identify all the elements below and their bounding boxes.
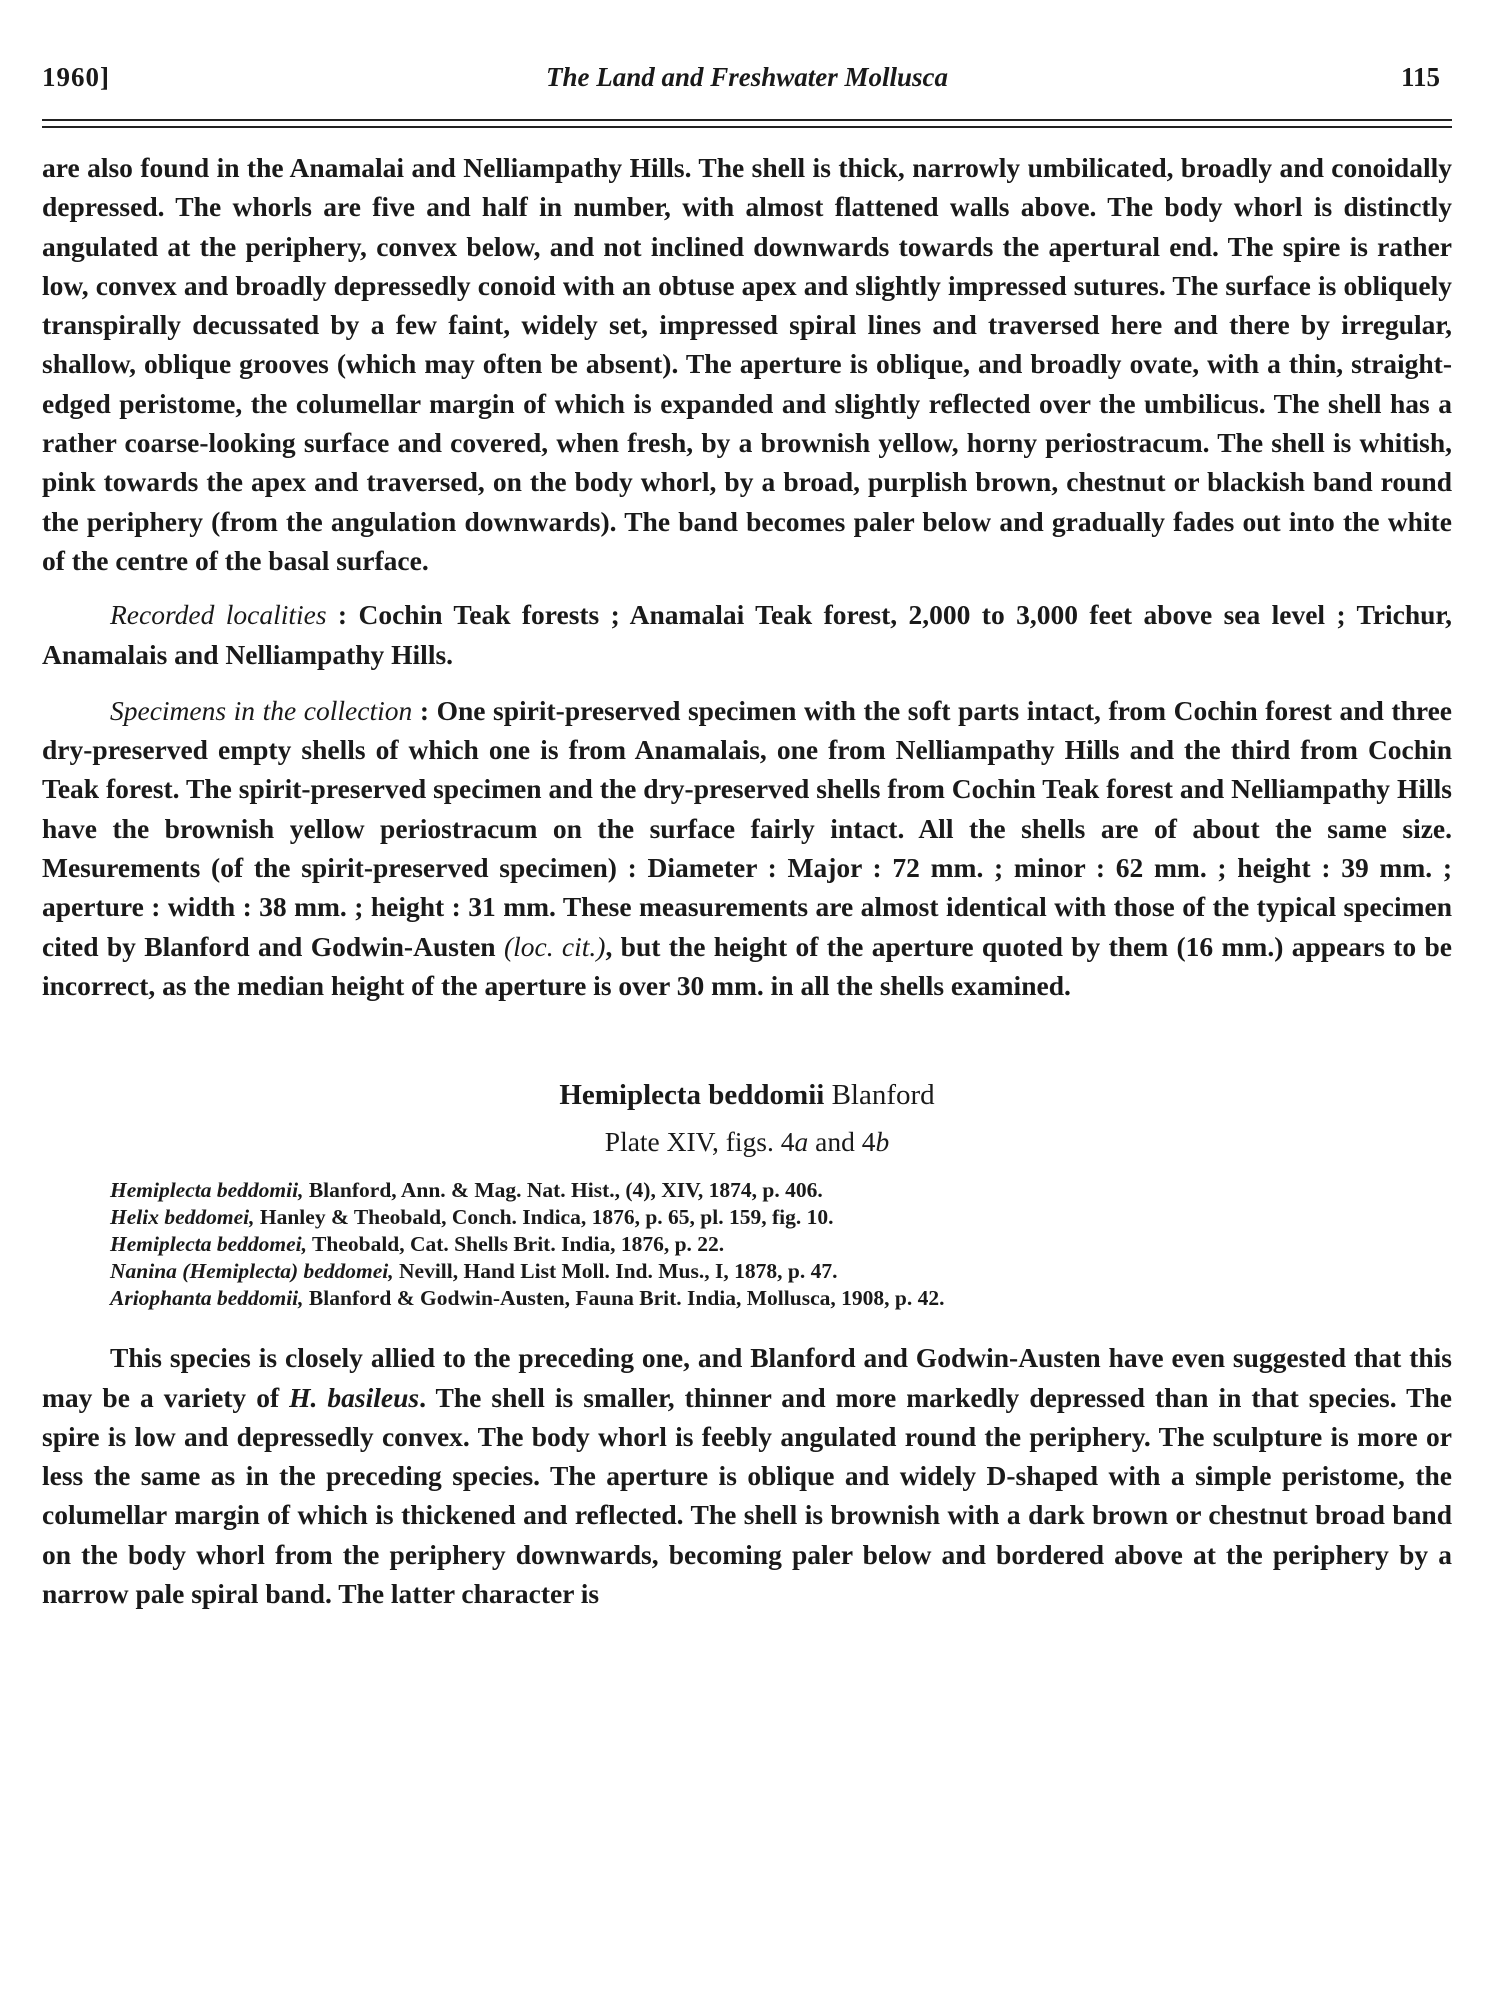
synonym-name: Hemiplecta beddomii,	[110, 1178, 304, 1203]
synonym-ref: Blanford, Ann. & Mag. Nat. Hist., (4), XIV, 1874, p. 406.	[303, 1178, 823, 1203]
page-number: 115	[1400, 62, 1440, 92]
specimens-separator: :	[412, 694, 437, 726]
volume-year: 1960]	[42, 62, 110, 92]
synonym-name: Helix beddomei,	[110, 1205, 255, 1230]
localities-paragraph	[42, 595, 1452, 674]
plate-and: and 4	[808, 1126, 876, 1158]
species-description-text: This species is closely allied to the preceding one, and Blanford and Godwin-Austen have even suggested that this may be a variety of	[42, 1342, 1452, 1413]
localities-label: Recorded localities	[110, 599, 327, 631]
synonymy-entry	[110, 1177, 1452, 1204]
synonymy-entry	[110, 1258, 1452, 1285]
synonym-name: Ariophanta beddomii,	[110, 1286, 304, 1311]
species-description-paragraph	[42, 1338, 1452, 1613]
specimens-text-cont: , but the height of the aperture quoted by them (16 mm.) appears to be incorrect, as the median height of the aperture is over 30 mm. in all the shells examined.	[42, 930, 1452, 1001]
main-text	[42, 148, 1452, 1613]
species-description-text-cont: . The shell is smaller, thinner and more markedly depressed than in that species. The spire is low and depressedly convex. The body whorl is feebly angulated round the periphery. The sculpture is more or less the same as in the preceding species. The aperture is oblique and widely D-shaped with a simple peristome, the columellar margin of which is thickened and reflected. The shell is brownish with a dark brown or chestnut broad band on the body whorl from the periphery downwards, becoming paler below and bordered above at the periphery by a narrow pale spiral band. The latter character is	[42, 1381, 1453, 1610]
synonym-ref: Theobald, Cat. Shells Brit. India, 1876, p. 22.	[307, 1232, 725, 1257]
running-head	[42, 62, 1452, 102]
description-paragraph: are also found in the Anamalai and Nelliampathy Hills. The shell is thick, narrowly umbilicated, broadly and conoidally depressed. The whorls are five and half in number, with almost flattened walls above. The body whorl is distinctly angulated at the periphery, convex below, and not inclined downwards towards the apertural end. The spire is rather low, convex and broadly depressedly conoid with an obtuse apex and slightly impressed sutures. The surface is obliquely transpirally decussated by a few faint, widely set, impressed spiral lines and traversed here and there by irregular, shallow, oblique grooves (which may often be absent). The aperture is oblique, and broadly ovate, with a thin, straight-edged peristome, the columellar margin of which is expanded and slightly reflected over the umbilicus. The shell has a rather coarse-looking surface and covered, when fresh, by a brownish yellow, horny periostracum. The shell is whitish, pink towards the apex and traversed, on the body whorl, by a broad, purplish brown, chestnut or blackish band round the periphery (from the angulation downwards). The band becomes paler below and gradually fades out into the white of the centre of the basal surface.	[42, 152, 1452, 576]
fig-b: b	[875, 1126, 890, 1158]
specimens-paragraph	[42, 691, 1452, 1005]
specimens-text: One spirit-preserved specimen with the soft parts intact, from Cochin forest and three dry-preserved empty shells of which one is from Anamalais, one from Nelliampathy Hills and the third from Cochin Teak forest. The spirit-preserved specimen and the dry-preserved shells from Cochin Teak forest and Nelliampathy Hills have the brownish yellow periostracum on the surface fairly intact. All the shells are of about the same size. Mesurements (of the spirit-preserved specimen) : Diameter : Major : 72 mm. ; minor : 62 mm. ; height : 39 mm. ; aperture : width : 38 mm. ; height : 31 mm. These measurements are almost identical with those of the typical specimen cited by Blanford and Godwin-Austen	[42, 694, 1452, 962]
localities-separator: :	[326, 599, 359, 631]
spacer	[42, 1312, 1452, 1338]
synonym-ref: Blanford & Godwin-Austen, Fauna Brit. India, Mollusca, 1908, p. 42.	[303, 1286, 945, 1311]
header-rule-top	[42, 119, 1452, 121]
synonymy-entry	[110, 1285, 1452, 1312]
taxon-name: H. basileus	[289, 1381, 420, 1413]
species-name: Hemiplecta beddomii	[559, 1079, 825, 1112]
species-author: Blanford	[831, 1079, 935, 1112]
running-title: The Land and Freshwater Mollusca	[545, 62, 949, 92]
specimens-label: Specimens in the collection	[110, 694, 413, 726]
spacer	[42, 674, 1452, 691]
synonymy-entry	[110, 1231, 1452, 1258]
citation-loc-cit: (loc. cit.)	[503, 930, 606, 962]
fig-a: a	[794, 1126, 809, 1158]
spacer	[42, 580, 1452, 595]
synonymy-entry	[110, 1204, 1452, 1231]
synonym-ref: Nevill, Hand List Moll. Ind. Mus., I, 1878, p. 47.	[393, 1259, 838, 1284]
species-heading	[42, 1071, 1452, 1119]
synonymy-list	[110, 1177, 1452, 1312]
header-rule-bottom	[42, 126, 1452, 128]
plate-reference	[42, 1119, 1452, 1165]
localities-text: Cochin Teak forests ; Anamalai Teak forest, 2,000 to 3,000 feet above sea level ; Trichur, Anamalais and Nelliampathy Hills.	[42, 599, 1452, 670]
spacer	[42, 1005, 1452, 1071]
plate-text: Plate XIV, figs. 4	[604, 1126, 795, 1158]
synonym-name: Hemiplecta beddomei,	[110, 1232, 308, 1257]
synonym-name: Nanina (Hemiplecta) beddomei,	[110, 1259, 394, 1284]
synonym-ref: Hanley & Theobald, Conch. Indica, 1876, p. 65, pl. 159, fig. 10.	[254, 1205, 834, 1230]
